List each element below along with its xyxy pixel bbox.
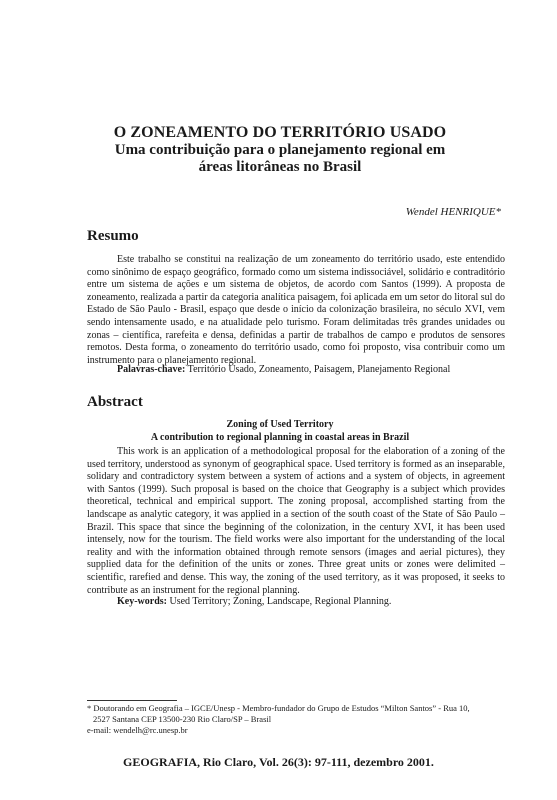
- journal-citation: GEOGRAFIA, Rio Claro, Vol. 26(3): 97-111, dezembro 2001.: [123, 755, 434, 769]
- abstract-paragraph: This work is an application of a methodological proposal for the elaboration of a zoning of the used territory, understood as synonym of geographical space. Used territory is formed as an inseparable, solidary and contradictory system between a system of actions and a system of objects, in agreement with Santos (1999). Such proposal is based on the choice that Geography is a subject which provides theoretical, technical and empirical support. The zoning proposal, accomplished starting from the landscape as analytic category, it was applied in a section of the south coast of the State of São Paulo – Brazil. This space that since the beginning of the colonization, in the century XVI, it has been used intensely, now for the tourism. The field works were also important for the understanding of the local reality and with the information obtained through remote sensors (images and aerial pictures), they supplied data for the definition of the units or zones. Three great units or zones were delimited – scientific, rarefied and dense. This way, the zoning of the used territory, as it was proposed, it seeks to contribute as an instrument for the regional planning.: [87, 446, 505, 596]
- resumo-heading: Resumo: [87, 228, 139, 244]
- footnote: [87, 703, 507, 736]
- resumo-keywords-label: Palavras-chave:: [117, 364, 186, 375]
- footnote-email: e-mail: wendelh@rc.unesp.br: [87, 725, 188, 735]
- footnote-divider: [87, 700, 177, 701]
- paper-subtitle-line-1: Uma contribuição para o planejamento regional em: [114, 142, 446, 158]
- footnote-line-1: * Doutorando em Geografia – IGCE/Unesp - Membro-fundador do Grupo de Estudos “Milton Santos” - Rua 10,: [87, 703, 470, 713]
- resumo-keywords-text: Território Usado, Zoneamento, Paisagem, Planejamento Regional: [187, 364, 451, 375]
- footnote-line-2: 2527 Santana CEP 13500-230 Rio Claro/SP – Brasil: [93, 714, 272, 724]
- resumo-paragraph: Este trabalho se constitui na realização de um zoneamento do território usado, este entendido como sinônimo de espaço geográfico, formado como um sistema indissociável, solidário e contraditório entre um sistema de ações e um sistema de objetos, de acordo com Santos (1999). A proposta de zoneamento, realizada a partir da categoria analítica paisagem, foi aplicada em um setor do litoral sul do Estado de São Paulo - Brasil, espaço que desde o início da colonização brasileira, no século XVI, vem sendo intensamente usado, e na atualidade pelo turismo. Foram delimitadas três grandes unidades ou zonas – científica, rarefeita e densa, definidas a partir de trabalhos de campo e produtos de sensores remotos. Desta forma, o zoneamento do território usado, como foi proposto, visa contribuir como um instrumento para o planejamento regional.: [87, 254, 505, 366]
- resumo-body: [87, 254, 505, 367]
- resumo-keywords: [117, 364, 450, 375]
- paper-subtitle-line-2: áreas litorâneas no Brasil: [198, 159, 362, 175]
- title-block: [60, 124, 500, 176]
- author-name: Wendel HENRIQUE*: [405, 206, 501, 218]
- abstract-heading: Abstract: [87, 394, 143, 410]
- abstract-keywords-label: Key-words:: [117, 596, 167, 607]
- abstract-title: [60, 419, 500, 444]
- paper-title: O ZONEAMENTO DO TERRITÓRIO USADO: [113, 124, 447, 141]
- abstract-keywords: [117, 596, 391, 607]
- abstract-body: [87, 446, 505, 597]
- abstract-keywords-text: Used Territory; Zoning, Landscape, Regional Planning.: [169, 596, 392, 607]
- abstract-title-line-2: A contribution to regional planning in coastal areas in Brazil: [150, 431, 410, 443]
- abstract-title-line-1: Zoning of Used Territory: [226, 419, 334, 430]
